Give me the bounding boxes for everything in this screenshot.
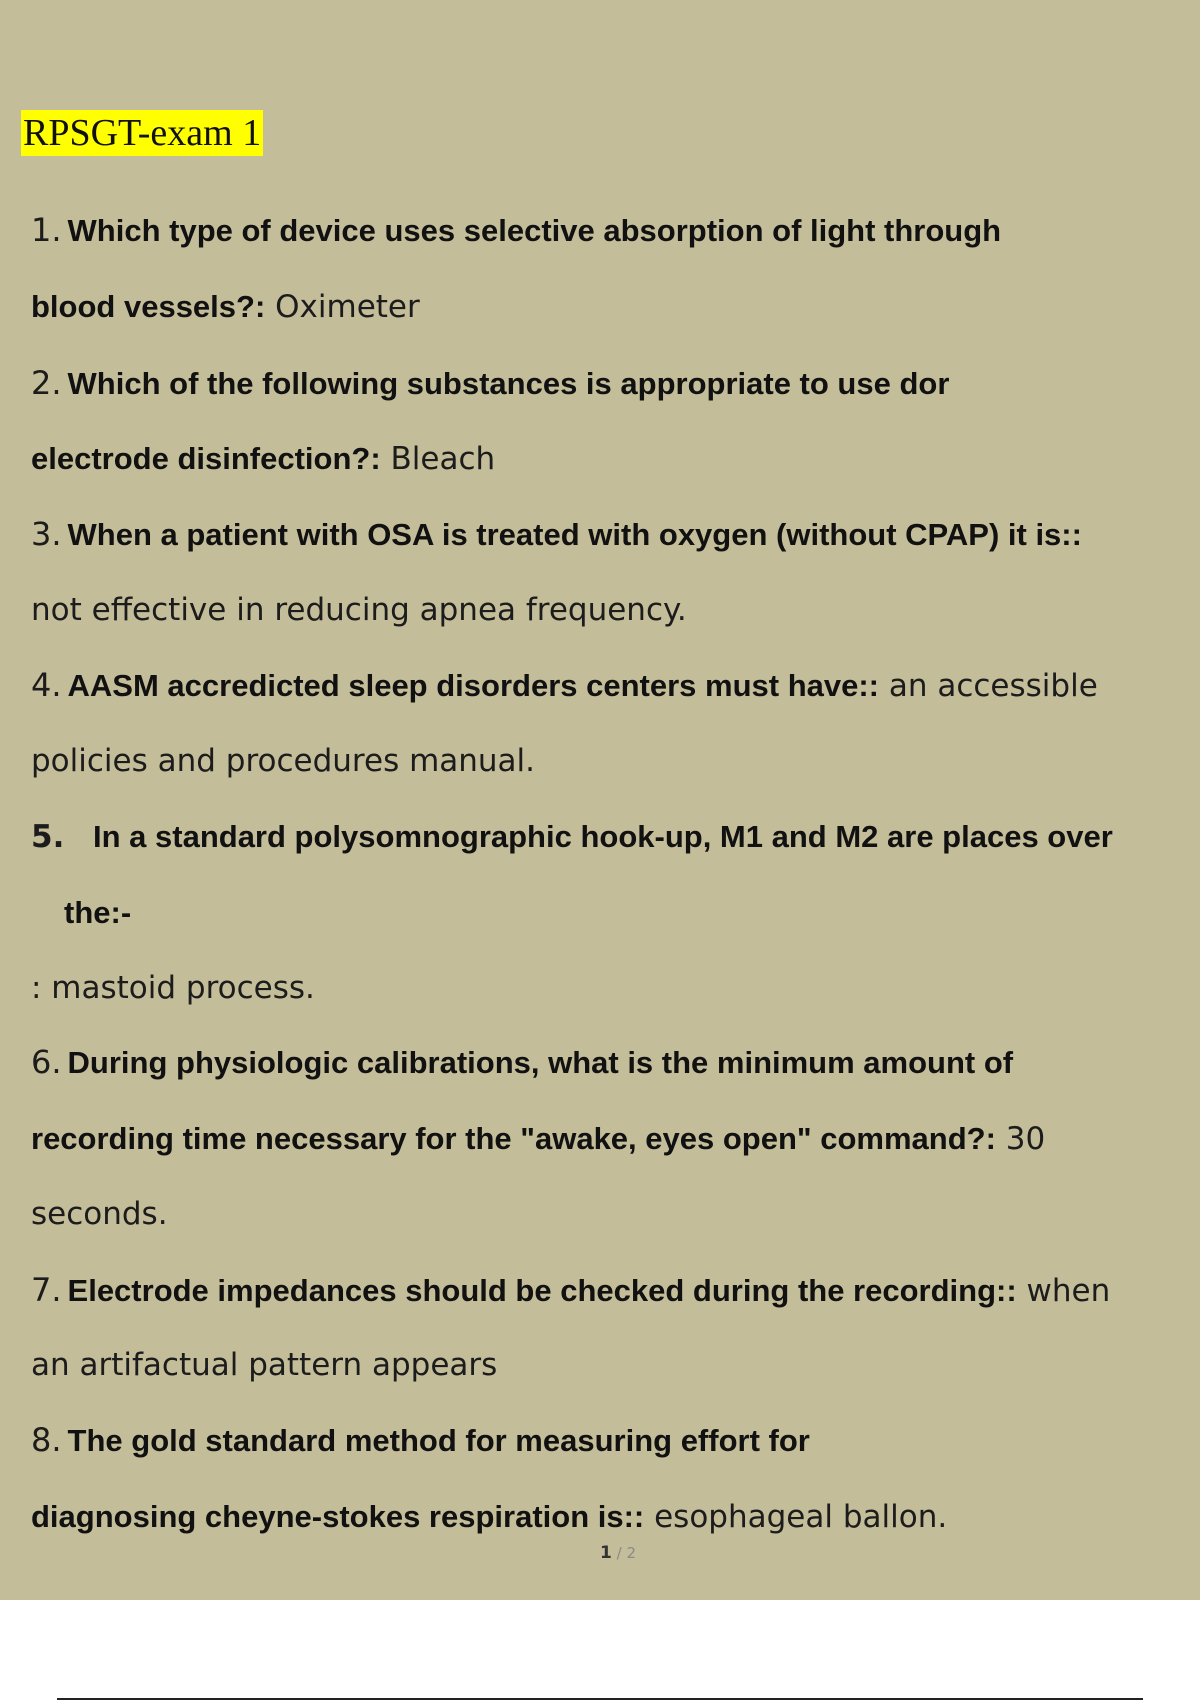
document-title: RPSGT-exam 1 [23, 112, 262, 154]
question-1-answer: Oximeter [265, 289, 420, 325]
question-5-answer: : mastoid process. [31, 970, 315, 1006]
question-6-answer: 30 [995, 1121, 1046, 1157]
question-3-number: 3. [31, 515, 62, 553]
question-8-line-1 [31, 1420, 810, 1460]
question-5-line-2 [64, 892, 131, 932]
question-3-line-1 [31, 514, 1082, 554]
question-8-answer: esophageal ballon. [644, 1499, 948, 1535]
question-7-line-1 [31, 1270, 1110, 1310]
question-4-answer: an accessible [879, 668, 1098, 704]
page-indicator [600, 1543, 636, 1563]
question-7-line-2 [31, 1344, 497, 1384]
question-8-text: The gold standard method for measuring effort for [67, 1423, 810, 1458]
question-4-answer-cont: policies and procedures manual. [31, 743, 536, 779]
question-4-text: AASM accredicted sleep disorders centers must have:: [67, 668, 879, 703]
question-5-line-1 [31, 816, 1113, 856]
question-4-line-1 [31, 665, 1098, 705]
question-4-line-2 [31, 740, 535, 780]
question-2-number: 2. [31, 364, 62, 402]
question-8-line-2 [31, 1496, 947, 1536]
question-7-answer: when [1016, 1273, 1111, 1309]
question-4-number: 4. [31, 666, 62, 704]
question-3-text: When a patient with OSA is treated with oxygen (without CPAP) it is:: [67, 517, 1082, 552]
question-1-line-2 [31, 286, 420, 326]
question-7-answer-cont: an artifactual pattern appears [31, 1347, 498, 1383]
question-3-line-2 [31, 589, 687, 629]
question-2-text-cont: electrode disinfection?: [31, 441, 381, 476]
question-6-line-3 [31, 1193, 168, 1233]
question-8-number: 8. [31, 1421, 62, 1459]
question-1-text-cont: blood vessels?: [31, 289, 266, 324]
question-1-text: Which type of device uses selective absorption of light through [67, 213, 1002, 248]
question-2-line-2 [31, 438, 495, 478]
question-5-number: 5. [31, 819, 65, 855]
page-separator: / [611, 1544, 627, 1562]
question-2-answer: Bleach [380, 441, 496, 477]
question-6-text-cont: recording time necessary for the "awake, eyes open" command?: [31, 1121, 996, 1156]
question-1-line-1 [31, 210, 1001, 250]
question-5-line-3 [31, 967, 315, 1007]
question-6-number: 6. [31, 1043, 62, 1081]
question-6-answer-cont: seconds. [31, 1196, 168, 1232]
page-total: 2 [626, 1544, 636, 1562]
question-6-line-2 [31, 1118, 1045, 1158]
question-5-text-cont: the:- [64, 895, 132, 930]
question-1-number: 1. [31, 211, 62, 249]
question-7-text: Electrode impedances should be checked during the recording:: [67, 1273, 1017, 1308]
question-3-answer: not effective in reducing apnea frequency. [31, 592, 687, 628]
question-2-text: Which of the following substances is appropriate to use dor [67, 366, 950, 401]
question-2-line-1 [31, 363, 949, 403]
question-6-text: During physiologic calibrations, what is the minimum amount of [67, 1045, 1014, 1080]
question-7-number: 7. [31, 1271, 62, 1309]
question-8-text-cont: diagnosing cheyne-stokes respiration is:: [31, 1499, 645, 1534]
page-current: 1 [600, 1543, 612, 1563]
question-5-text: In a standard polysomnographic hook-up, M1 and M2 are places over [93, 819, 1113, 854]
question-6-line-1 [31, 1042, 1013, 1082]
